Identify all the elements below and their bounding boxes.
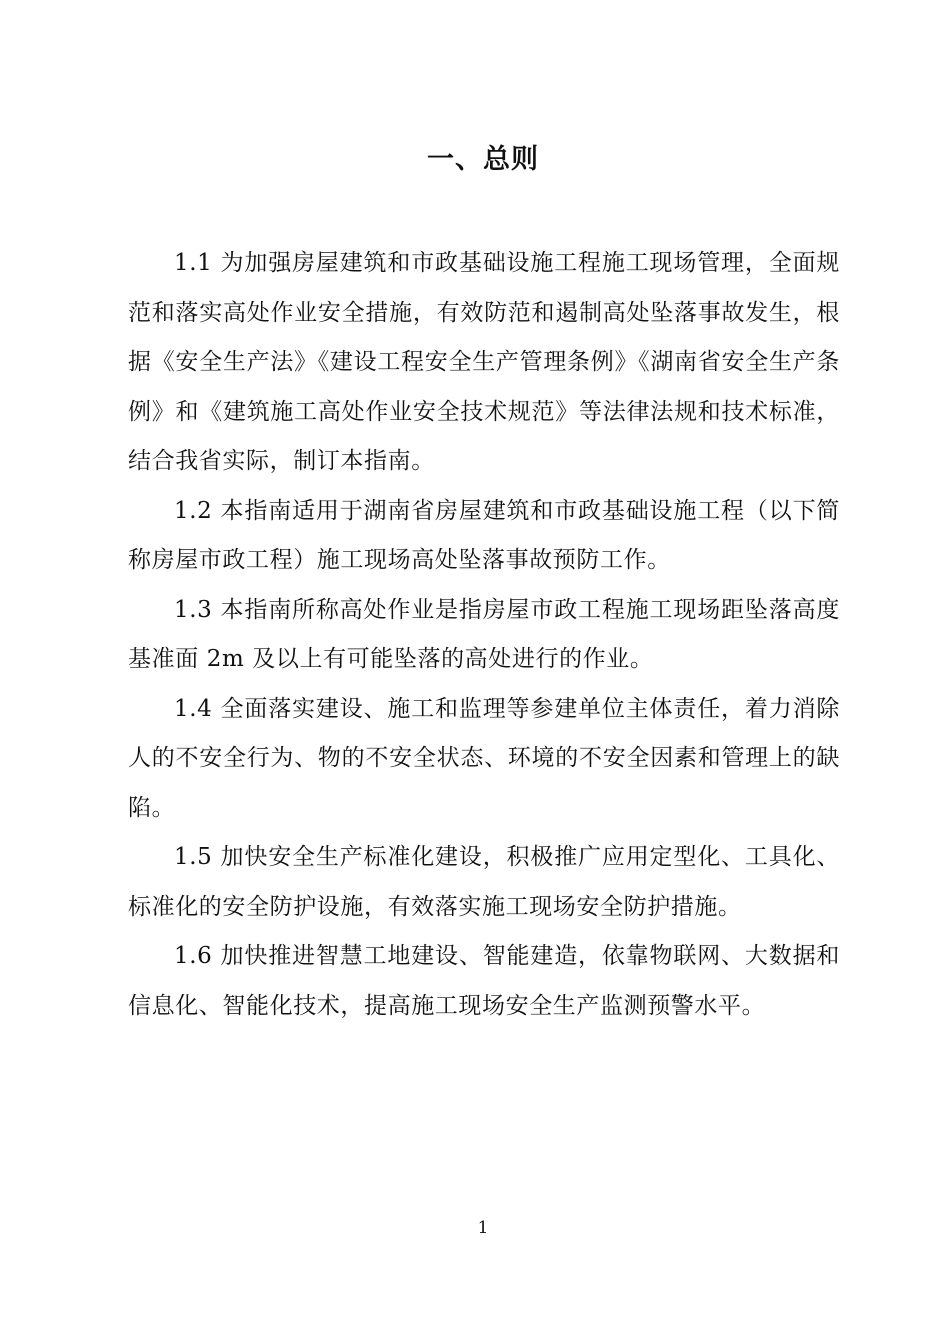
paragraph-1-4: 1.4 全面落实建设、施工和监理等参建单位主体责任，着力消除人的不安全行为、物的不安全状态、环境的不安全因素和管理上的缺陷。 <box>128 695 840 821</box>
paragraph-1-5: 1.5 加快安全生产标准化建设，积极推广应用定型化、工具化、标准化的安全防护设施，有效落实施工现场安全防护措施。 <box>128 844 840 920</box>
paragraph-1-1: 1.1 为加强房屋建筑和市政基础设施工程施工现场管理，全面规范和落实高处作业安全措施，有效防范和遏制高处坠落事故发生，根据《安全生产法》《建设工程安全生产管理条例》《湖南省安全生产条例》和《建筑施工高处作业安全技术规范》等法律法规和技术标准，结合我省实际，制订本指南。 <box>128 250 840 474</box>
paragraph-1-2: 1.2 本指南适用于湖南省房屋建筑和市政基础设施工程（以下简称房屋市政工程）施工现场高处坠落事故预防工作。 <box>128 497 840 573</box>
document-body <box>128 239 840 1031</box>
page-number: 1 <box>477 1218 489 1238</box>
paragraph-1-3: 1.3 本指南所称高处作业是指房屋市政工程施工现场距坠落高度基准面 2m 及以上有可能坠落的高处进行的作业。 <box>128 596 840 672</box>
section-title: 一、总则 <box>427 144 539 175</box>
paragraph-1-6: 1.6 加快推进智慧工地建设、智能建造，依靠物联网、大数据和信息化、智能化技术，提高施工现场安全生产监测预警水平。 <box>128 943 840 1019</box>
